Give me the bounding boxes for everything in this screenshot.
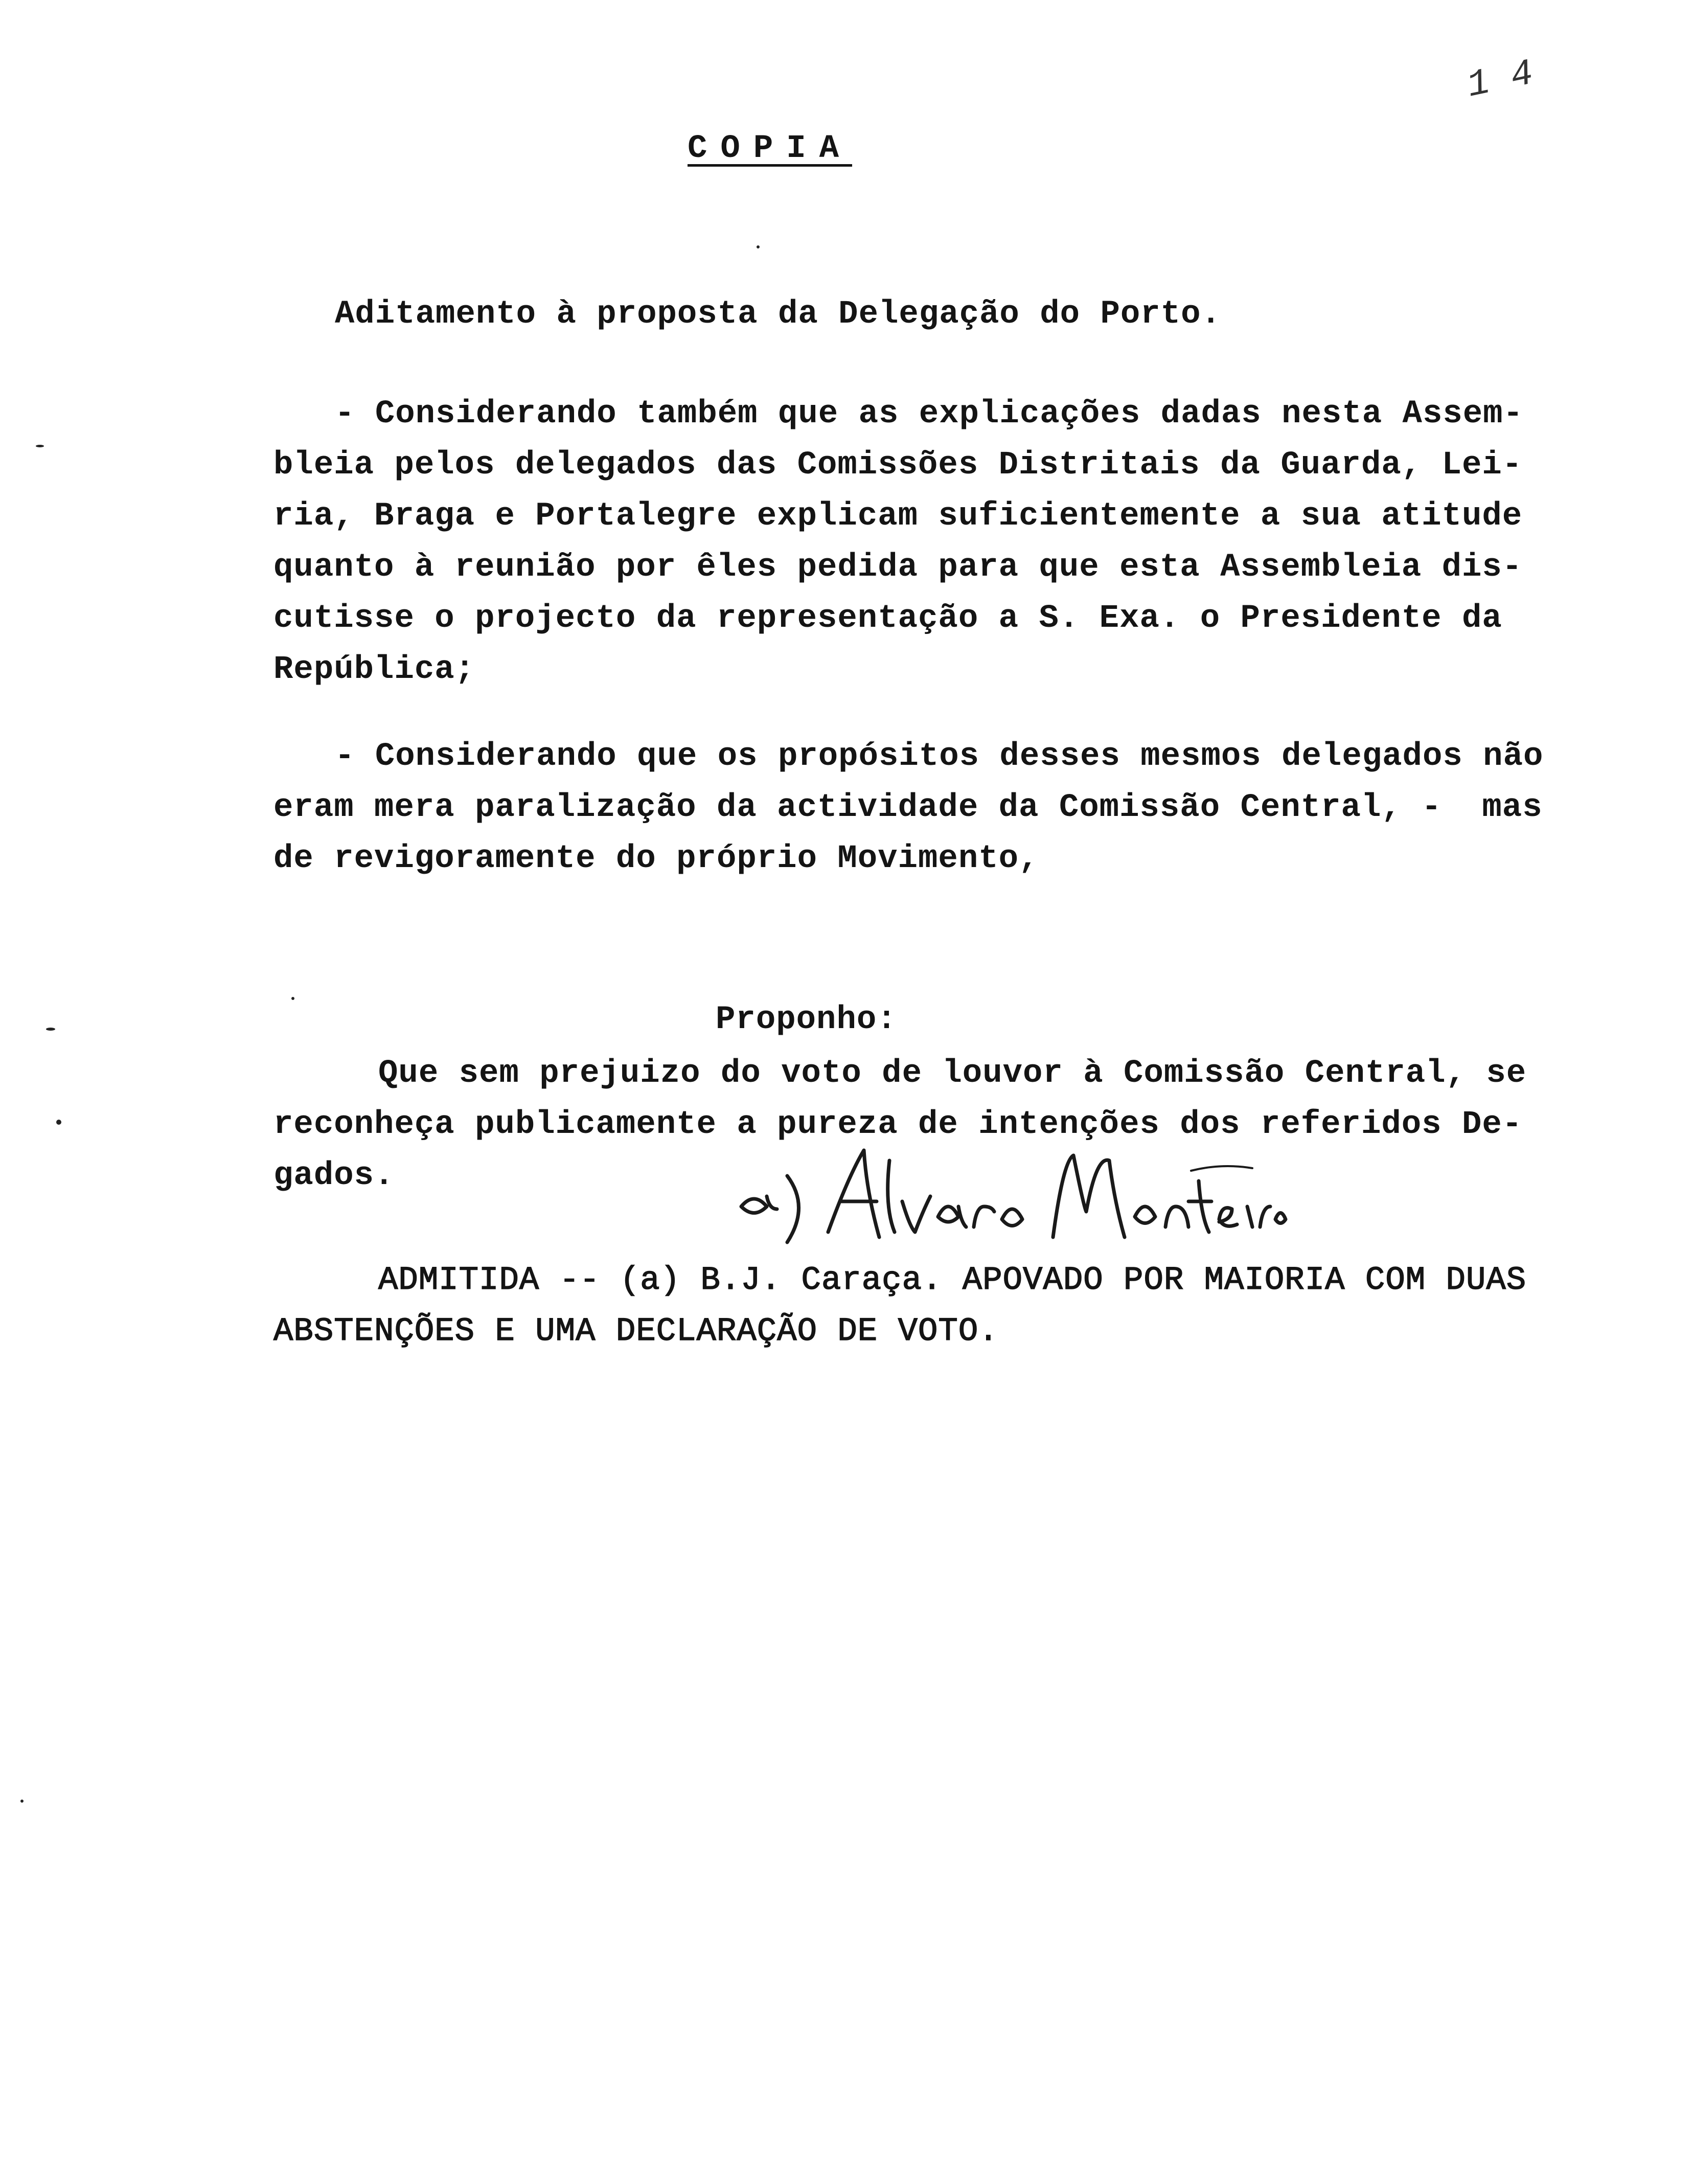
text-line: de revigoramente do próprio Movimento,	[273, 840, 1039, 877]
scan-mark	[20, 1800, 24, 1803]
text-line: ria, Braga e Portalegre explicam suficientemente a sua atitude	[273, 498, 1523, 535]
heading: Aditamento à proposta da Delegação do Porto.	[335, 296, 1221, 333]
text-line: ABSTENÇÕES E UMA DECLARAÇÃO DE VOTO.	[273, 1313, 999, 1350]
text-line: quanto à reunião por êles pedida para que esta Assembleia dis-	[273, 549, 1523, 586]
text-line: reconheça publicamente a pureza de intenções dos referidos De-	[273, 1106, 1523, 1143]
text-line: gados.	[273, 1157, 395, 1194]
text-line: bleia pelos delegados das Comissões Distritais da Guarda, Lei-	[273, 447, 1523, 484]
scan-mark	[36, 445, 44, 447]
text-line: cutisse o projecto da representação a S. Exa. o Presidente da	[273, 600, 1502, 637]
page-title: COPIA	[688, 130, 853, 167]
text-line: Que sem prejuizo do voto de louvor à Comissão Central, se	[378, 1055, 1527, 1092]
scan-mark	[757, 245, 760, 248]
scan-mark	[46, 1028, 55, 1031]
handwritten-signature	[726, 1130, 1288, 1253]
admission-note	[273, 1255, 1527, 1460]
text-line: República;	[273, 651, 475, 688]
scan-mark	[291, 997, 294, 1000]
text-line: eram mera paralização da actividade da Comissão Central, - mas	[273, 789, 1543, 826]
scan-mark	[56, 1120, 61, 1125]
text-line: ADMITIDA -- (a) B.J. Caraça. APOVADO POR MAIORIA COM DUAS	[378, 1262, 1527, 1299]
text-line: - Considerando também que as explicações dadas nesta Assem-	[335, 396, 1523, 433]
paragraph-considerando-2	[273, 731, 1544, 987]
proposal-label: Proponho:	[716, 1002, 897, 1038]
text-line: - Considerando que os propósitos desses mesmos delegados não	[335, 738, 1544, 775]
page-number-mark: 1 4	[1463, 52, 1537, 107]
